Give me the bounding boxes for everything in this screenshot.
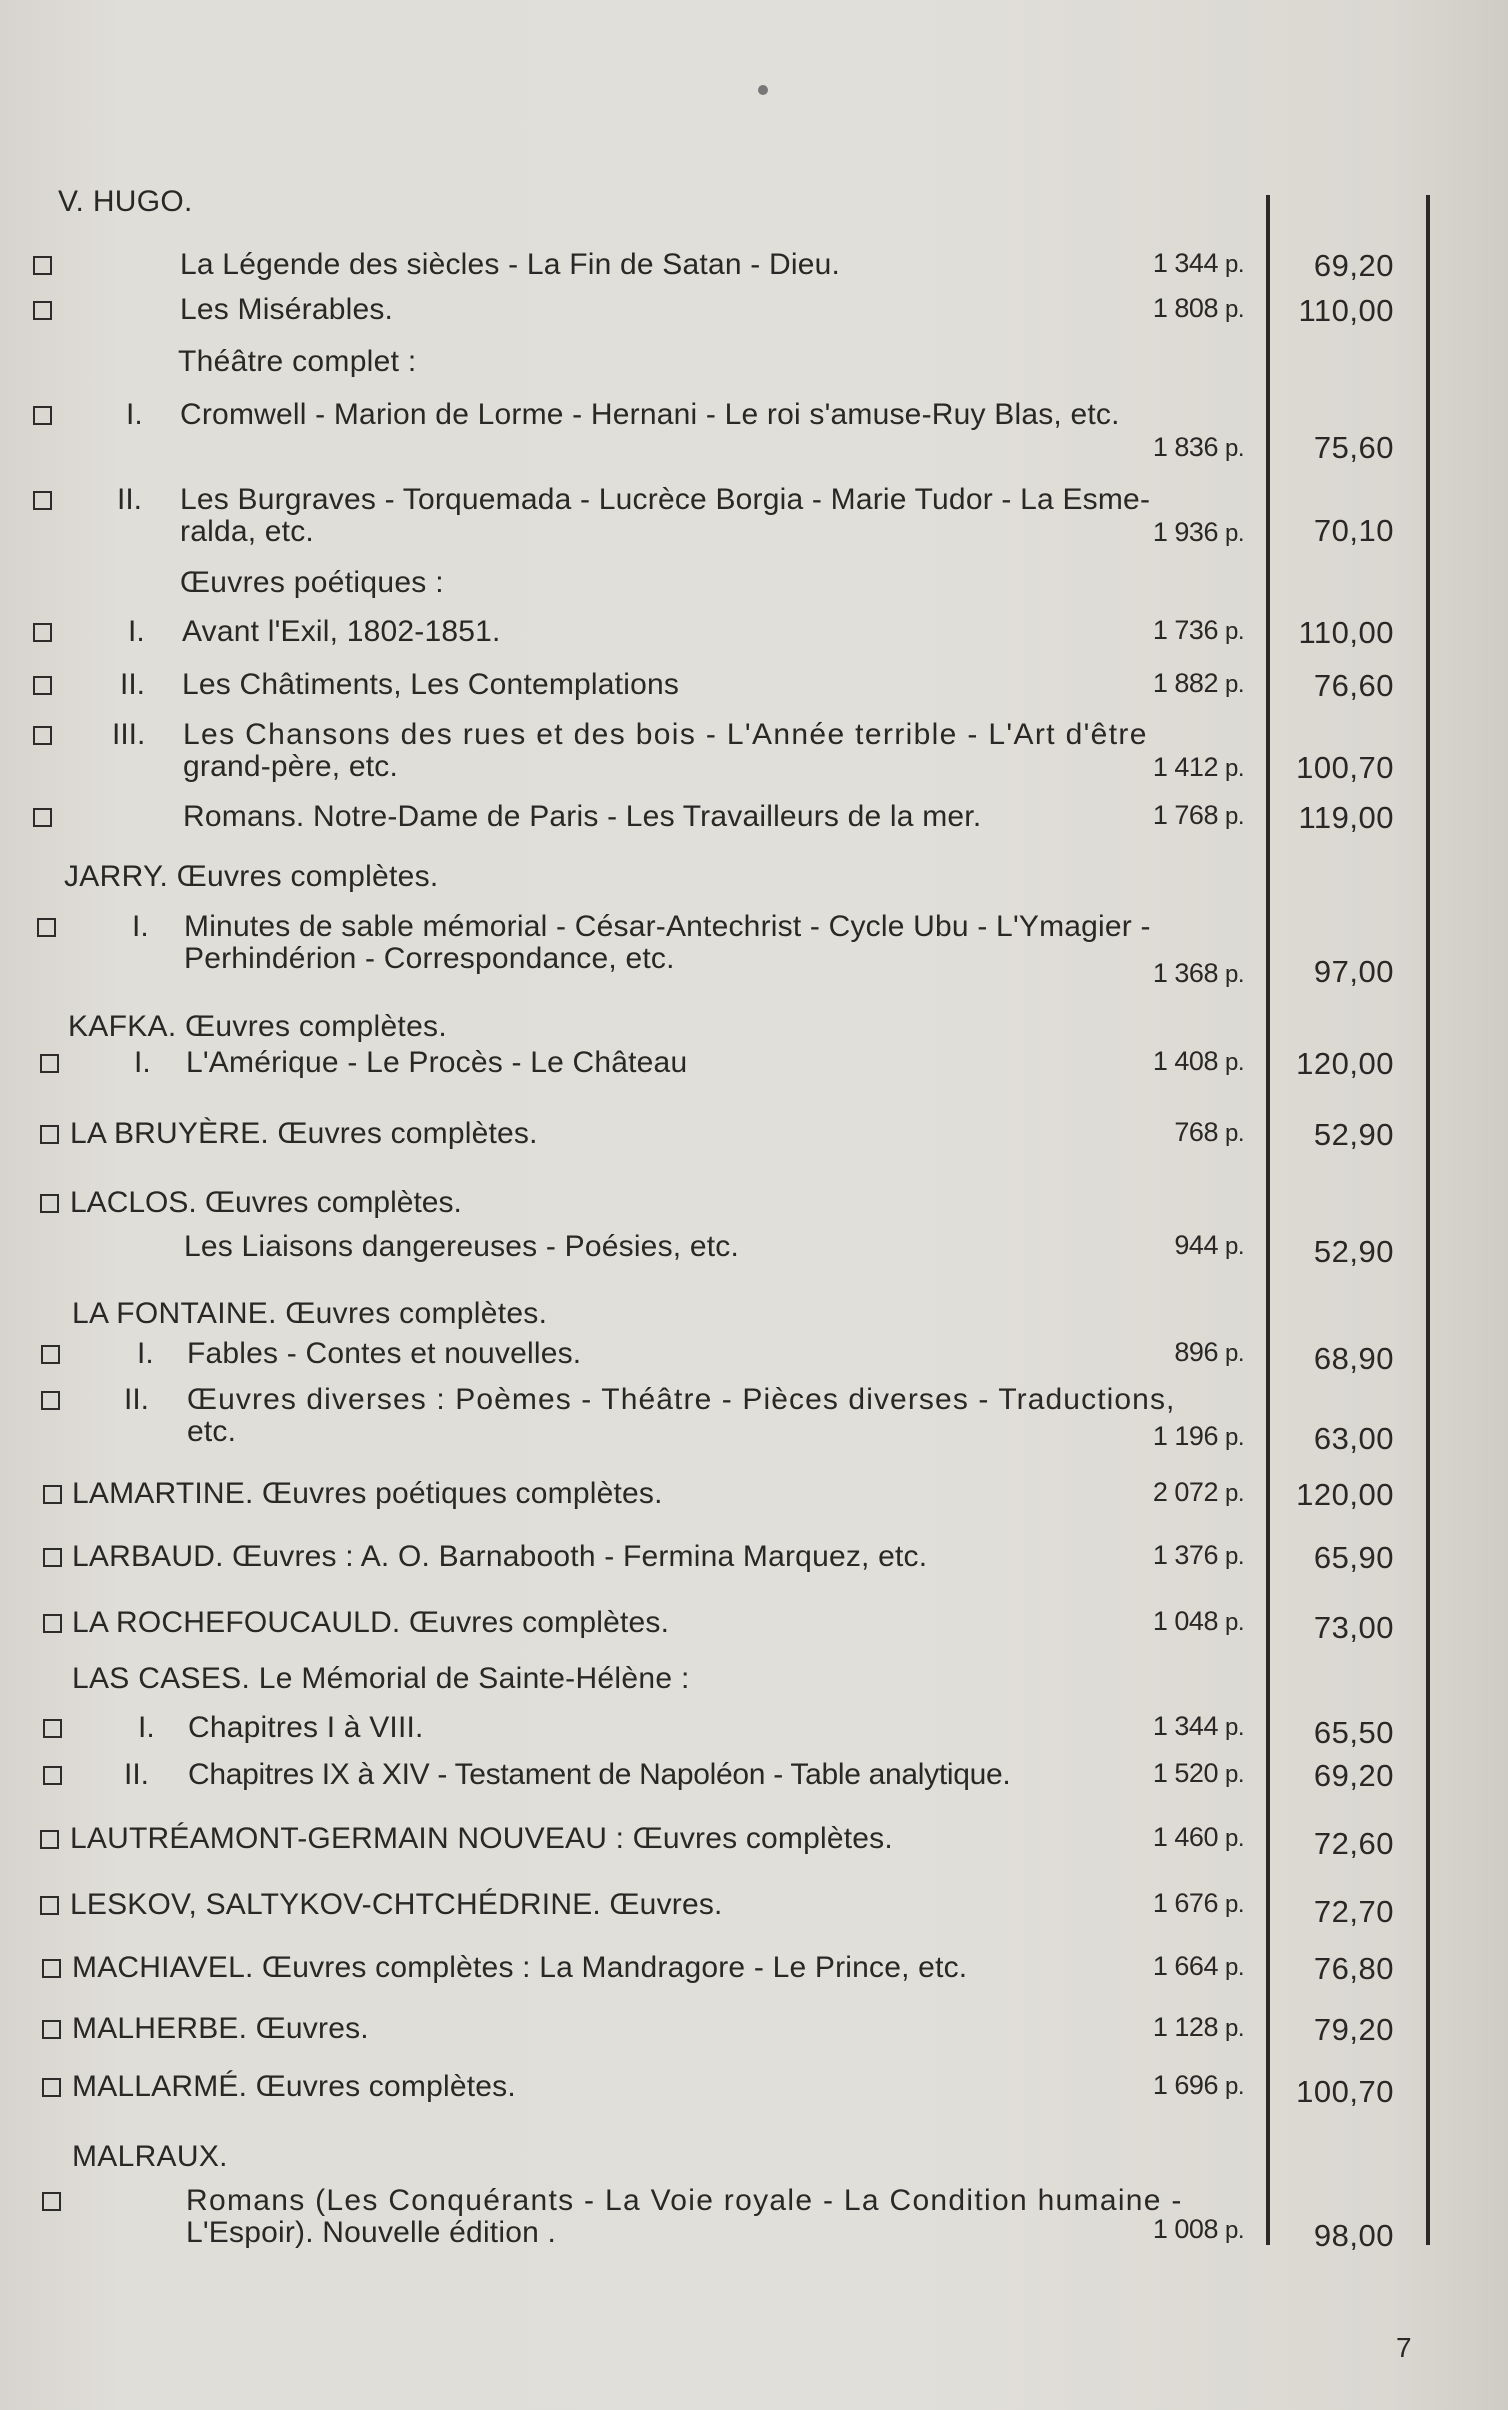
catalog-entry [0, 1711, 1508, 1751]
entry-pages: 1 460 p. [1152, 1822, 1244, 1852]
entry-title: LA ROCHEFOUCAULD. Œuvres complètes. [72, 1606, 670, 1639]
order-checkbox[interactable] [42, 1959, 61, 1978]
entry-pages: 1 520 p. [1152, 1758, 1244, 1788]
author-header-jarry: JARRY. Œuvres complètes. [64, 860, 439, 893]
entry-price: 68,90 [1313, 1341, 1394, 1376]
entry-title: Les Misérables. [180, 293, 394, 326]
entry-title: LAMARTINE. Œuvres poétiques complètes. [72, 1477, 663, 1510]
catalog-entry [0, 293, 1508, 333]
entry-pages: 1 128 p. [1152, 2012, 1244, 2042]
entry-price: 100,70 [1296, 750, 1394, 785]
order-checkbox[interactable] [33, 808, 52, 827]
entry-title: Les Liaisons dangereuses - Poésies, etc. [184, 1230, 739, 1263]
catalog-entry [0, 248, 1508, 288]
catalog-entry [0, 2012, 1508, 2052]
entry-pages: 1 376 p. [1152, 1540, 1244, 1570]
order-checkbox[interactable] [33, 623, 52, 642]
entry-title: Les Châtiments, Les Contemplations [182, 668, 680, 701]
order-checkbox[interactable] [33, 301, 52, 320]
entry-price: 69,20 [1313, 1758, 1394, 1793]
entry-pages: 2 072 p. [1152, 1477, 1244, 1507]
entry-title: Cromwell - Marion de Lorme - Hernani - Le roi s'amuse-Ruy Blas, etc. [180, 398, 1120, 431]
entry-pages: 896 p. [1174, 1337, 1244, 1367]
catalog-entry [0, 1888, 1508, 1928]
entry-price: 100,70 [1296, 2074, 1394, 2109]
catalog-entry [0, 1477, 1508, 1517]
entry-pages: 1 768 p. [1152, 800, 1244, 830]
volume-number: I. [132, 910, 149, 943]
entry-price: 65,90 [1313, 1540, 1394, 1575]
entry-pages: 1 736 p. [1152, 615, 1244, 645]
entry-title: MACHIAVEL. Œuvres complètes : La Mandragore - Le Prince, etc. [72, 1951, 968, 1984]
entry-title-continued: ralda, etc. [180, 515, 314, 548]
order-checkbox[interactable] [40, 1125, 59, 1144]
volume-number: II. [124, 1758, 150, 1791]
entry-price: 72,70 [1313, 1894, 1394, 1929]
order-checkbox[interactable] [33, 256, 52, 275]
volume-number: II. [124, 1383, 150, 1416]
catalog-entry [0, 1758, 1508, 1798]
entry-title: LA BRUYÈRE. Œuvres complètes. [70, 1117, 538, 1150]
order-checkbox[interactable] [43, 1766, 62, 1785]
author-header-hugo: V. HUGO. [58, 185, 193, 218]
volume-number: I. [134, 1046, 151, 1079]
entry-price: 119,00 [1298, 800, 1394, 835]
entry-pages: 1 408 p. [1152, 1046, 1244, 1076]
entry-pages: 1 936 p. [1152, 517, 1244, 547]
entry-price: 65,50 [1313, 1715, 1394, 1750]
catalog-entry [0, 483, 1508, 548]
catalog-entry [0, 1540, 1508, 1580]
catalog-entry [0, 1337, 1508, 1377]
catalog-entry [0, 2070, 1508, 2110]
entry-pages: 1 882 p. [1152, 668, 1244, 698]
entry-title-continued: grand-père, etc. [183, 750, 398, 783]
entry-price: 73,00 [1313, 1610, 1394, 1645]
catalog-entry [0, 1606, 1508, 1646]
catalog-entry [0, 615, 1508, 655]
entry-price: 110,00 [1298, 293, 1394, 328]
entry-pages: 1 808 p. [1152, 293, 1244, 323]
volume-number: III. [112, 718, 146, 751]
entry-price: 79,20 [1313, 2012, 1394, 2047]
order-checkbox[interactable] [42, 2020, 61, 2039]
entry-title: MALLARMÉ. Œuvres complètes. [72, 2070, 516, 2103]
entry-title-continued: L'Espoir). Nouvelle édition . [186, 2216, 557, 2249]
order-checkbox[interactable] [42, 2078, 61, 2097]
order-checkbox[interactable] [33, 406, 52, 425]
volume-number: I. [137, 1337, 154, 1370]
catalog-entry [0, 668, 1508, 708]
order-checkbox[interactable] [40, 1054, 59, 1073]
catalog-entry [0, 1951, 1508, 1991]
order-checkbox[interactable] [40, 1830, 59, 1849]
entry-price: 98,00 [1313, 2218, 1394, 2253]
entry-title: Chapitres IX à XIV - Testament de Napoléon - Table analytique. [188, 1758, 1011, 1791]
entry-price: 120,00 [1296, 1046, 1394, 1081]
entry-pages: 1 008 p. [1152, 2214, 1244, 2244]
entry-title: LAUTRÉAMONT-GERMAIN NOUVEAU : Œuvres complètes. [70, 1822, 893, 1855]
entry-pages: 1 344 p. [1152, 248, 1244, 278]
entry-price: 70,10 [1313, 513, 1394, 548]
catalog-entry [0, 1186, 1508, 1269]
order-checkbox[interactable] [33, 491, 52, 510]
order-checkbox[interactable] [37, 918, 56, 937]
entry-price: 97,00 [1313, 954, 1394, 989]
entry-pages: 1 196 p. [1152, 1421, 1244, 1451]
author-header-lafontaine: LA FONTAINE. Œuvres complètes. [72, 1297, 548, 1330]
catalog-entry [0, 910, 1508, 989]
subheader-theatre: Théâtre complet : [178, 345, 417, 378]
volume-number: II. [117, 483, 143, 516]
entry-title: LARBAUD. Œuvres : A. O. Barnabooth - Fermina Marquez, etc. [72, 1540, 928, 1573]
entry-pages: 1 412 p. [1152, 752, 1244, 782]
entry-title: Avant l'Exil, 1802-1851. [182, 615, 501, 648]
subheader-oeuvres-poetiques: Œuvres poétiques : [180, 566, 444, 599]
entry-pages: 944 p. [1174, 1230, 1244, 1260]
order-checkbox[interactable] [41, 1391, 60, 1410]
entry-pages: 1 676 p. [1152, 1888, 1244, 1918]
order-checkbox[interactable] [33, 676, 52, 695]
order-checkbox[interactable] [33, 726, 52, 745]
entry-pages: 1 836 p. [1152, 432, 1244, 462]
order-checkbox[interactable] [40, 1896, 59, 1915]
entry-title: Romans (Les Conquérants - La Voie royale - La Condition humaine - [186, 2184, 1183, 2217]
author-header-laclos: LACLOS. Œuvres complètes. [70, 1186, 462, 1219]
entry-price: 120,00 [1296, 1477, 1394, 1512]
catalog-entry [0, 2184, 1508, 2253]
author-header-malraux: MALRAUX. [72, 2140, 228, 2173]
entry-price: 63,00 [1313, 1421, 1394, 1456]
volume-number: II. [120, 668, 146, 701]
volume-number: I. [138, 1711, 155, 1744]
entry-title: Les Chansons des rues et des bois - L'Année terrible - L'Art d'être [183, 718, 1148, 751]
entry-title: L'Amérique - Le Procès - Le Château [186, 1046, 688, 1079]
entry-title-continued: Perhindérion - Correspondance, etc. [184, 942, 675, 975]
entry-title: Chapitres I à VIII. [188, 1711, 424, 1744]
entry-title: Minutes de sable mémorial - César-Antechrist - Cycle Ubu - L'Ymagier - [184, 910, 1151, 943]
entry-price: 69,20 [1313, 248, 1394, 283]
entry-pages: 1 048 p. [1152, 1606, 1244, 1636]
entry-price: 76,60 [1313, 668, 1394, 703]
catalog-entry [0, 1822, 1508, 1862]
volume-number: I. [126, 398, 143, 431]
entry-price: 110,00 [1298, 615, 1394, 650]
entry-title: La Légende des siècles - La Fin de Satan - Dieu. [180, 248, 841, 281]
order-checkbox[interactable] [43, 1614, 62, 1633]
author-header-lascases: LAS CASES. Le Mémorial de Sainte-Hélène : [72, 1662, 690, 1695]
catalog-entry [0, 800, 1508, 840]
order-checkbox[interactable] [43, 1719, 62, 1738]
entry-price: 52,90 [1313, 1234, 1394, 1269]
entry-price: 75,60 [1313, 430, 1394, 465]
author-header-kafka: KAFKA. Œuvres complètes. [68, 1010, 447, 1043]
entry-title: MALHERBE. Œuvres. [72, 2012, 369, 2045]
entry-pages: 768 p. [1174, 1117, 1244, 1147]
catalog-entry [0, 1383, 1508, 1456]
entry-title-continued: etc. [187, 1415, 237, 1448]
order-checkbox[interactable] [40, 1194, 59, 1213]
entry-title: Œuvres diverses : Poèmes - Théâtre - Pièces diverses - Traductions, [187, 1383, 1176, 1416]
entry-pages: 1 696 p. [1152, 2070, 1244, 2100]
entry-title: Fables - Contes et nouvelles. [187, 1337, 582, 1370]
catalog-entry [0, 398, 1508, 465]
entry-price: 52,90 [1313, 1117, 1394, 1152]
entry-price: 72,60 [1313, 1826, 1394, 1861]
catalog-entry [0, 1046, 1508, 1086]
volume-number: I. [128, 615, 145, 648]
catalog-entry [0, 718, 1508, 785]
entry-pages: 1 344 p. [1152, 1711, 1244, 1741]
order-checkbox[interactable] [43, 1485, 62, 1504]
catalog-entry [0, 1117, 1508, 1157]
order-checkbox[interactable] [42, 2192, 61, 2211]
order-checkbox[interactable] [43, 1548, 62, 1567]
entry-title: Les Burgraves - Torquemada - Lucrèce Borgia - Marie Tudor - La Esme- [180, 483, 1151, 516]
page-number: 7 [1396, 2332, 1412, 2363]
entry-price: 76,80 [1313, 1951, 1394, 1986]
order-checkbox[interactable] [41, 1345, 60, 1364]
entry-title: LESKOV, SALTYKOV-CHTCHÉDRINE. Œuvres. [70, 1888, 723, 1921]
entry-pages: 1 664 p. [1152, 1951, 1244, 1981]
entry-title: Romans. Notre-Dame de Paris - Les Travailleurs de la mer. [183, 800, 982, 833]
entry-pages: 1 368 p. [1152, 958, 1244, 988]
paper-speck [758, 85, 768, 95]
